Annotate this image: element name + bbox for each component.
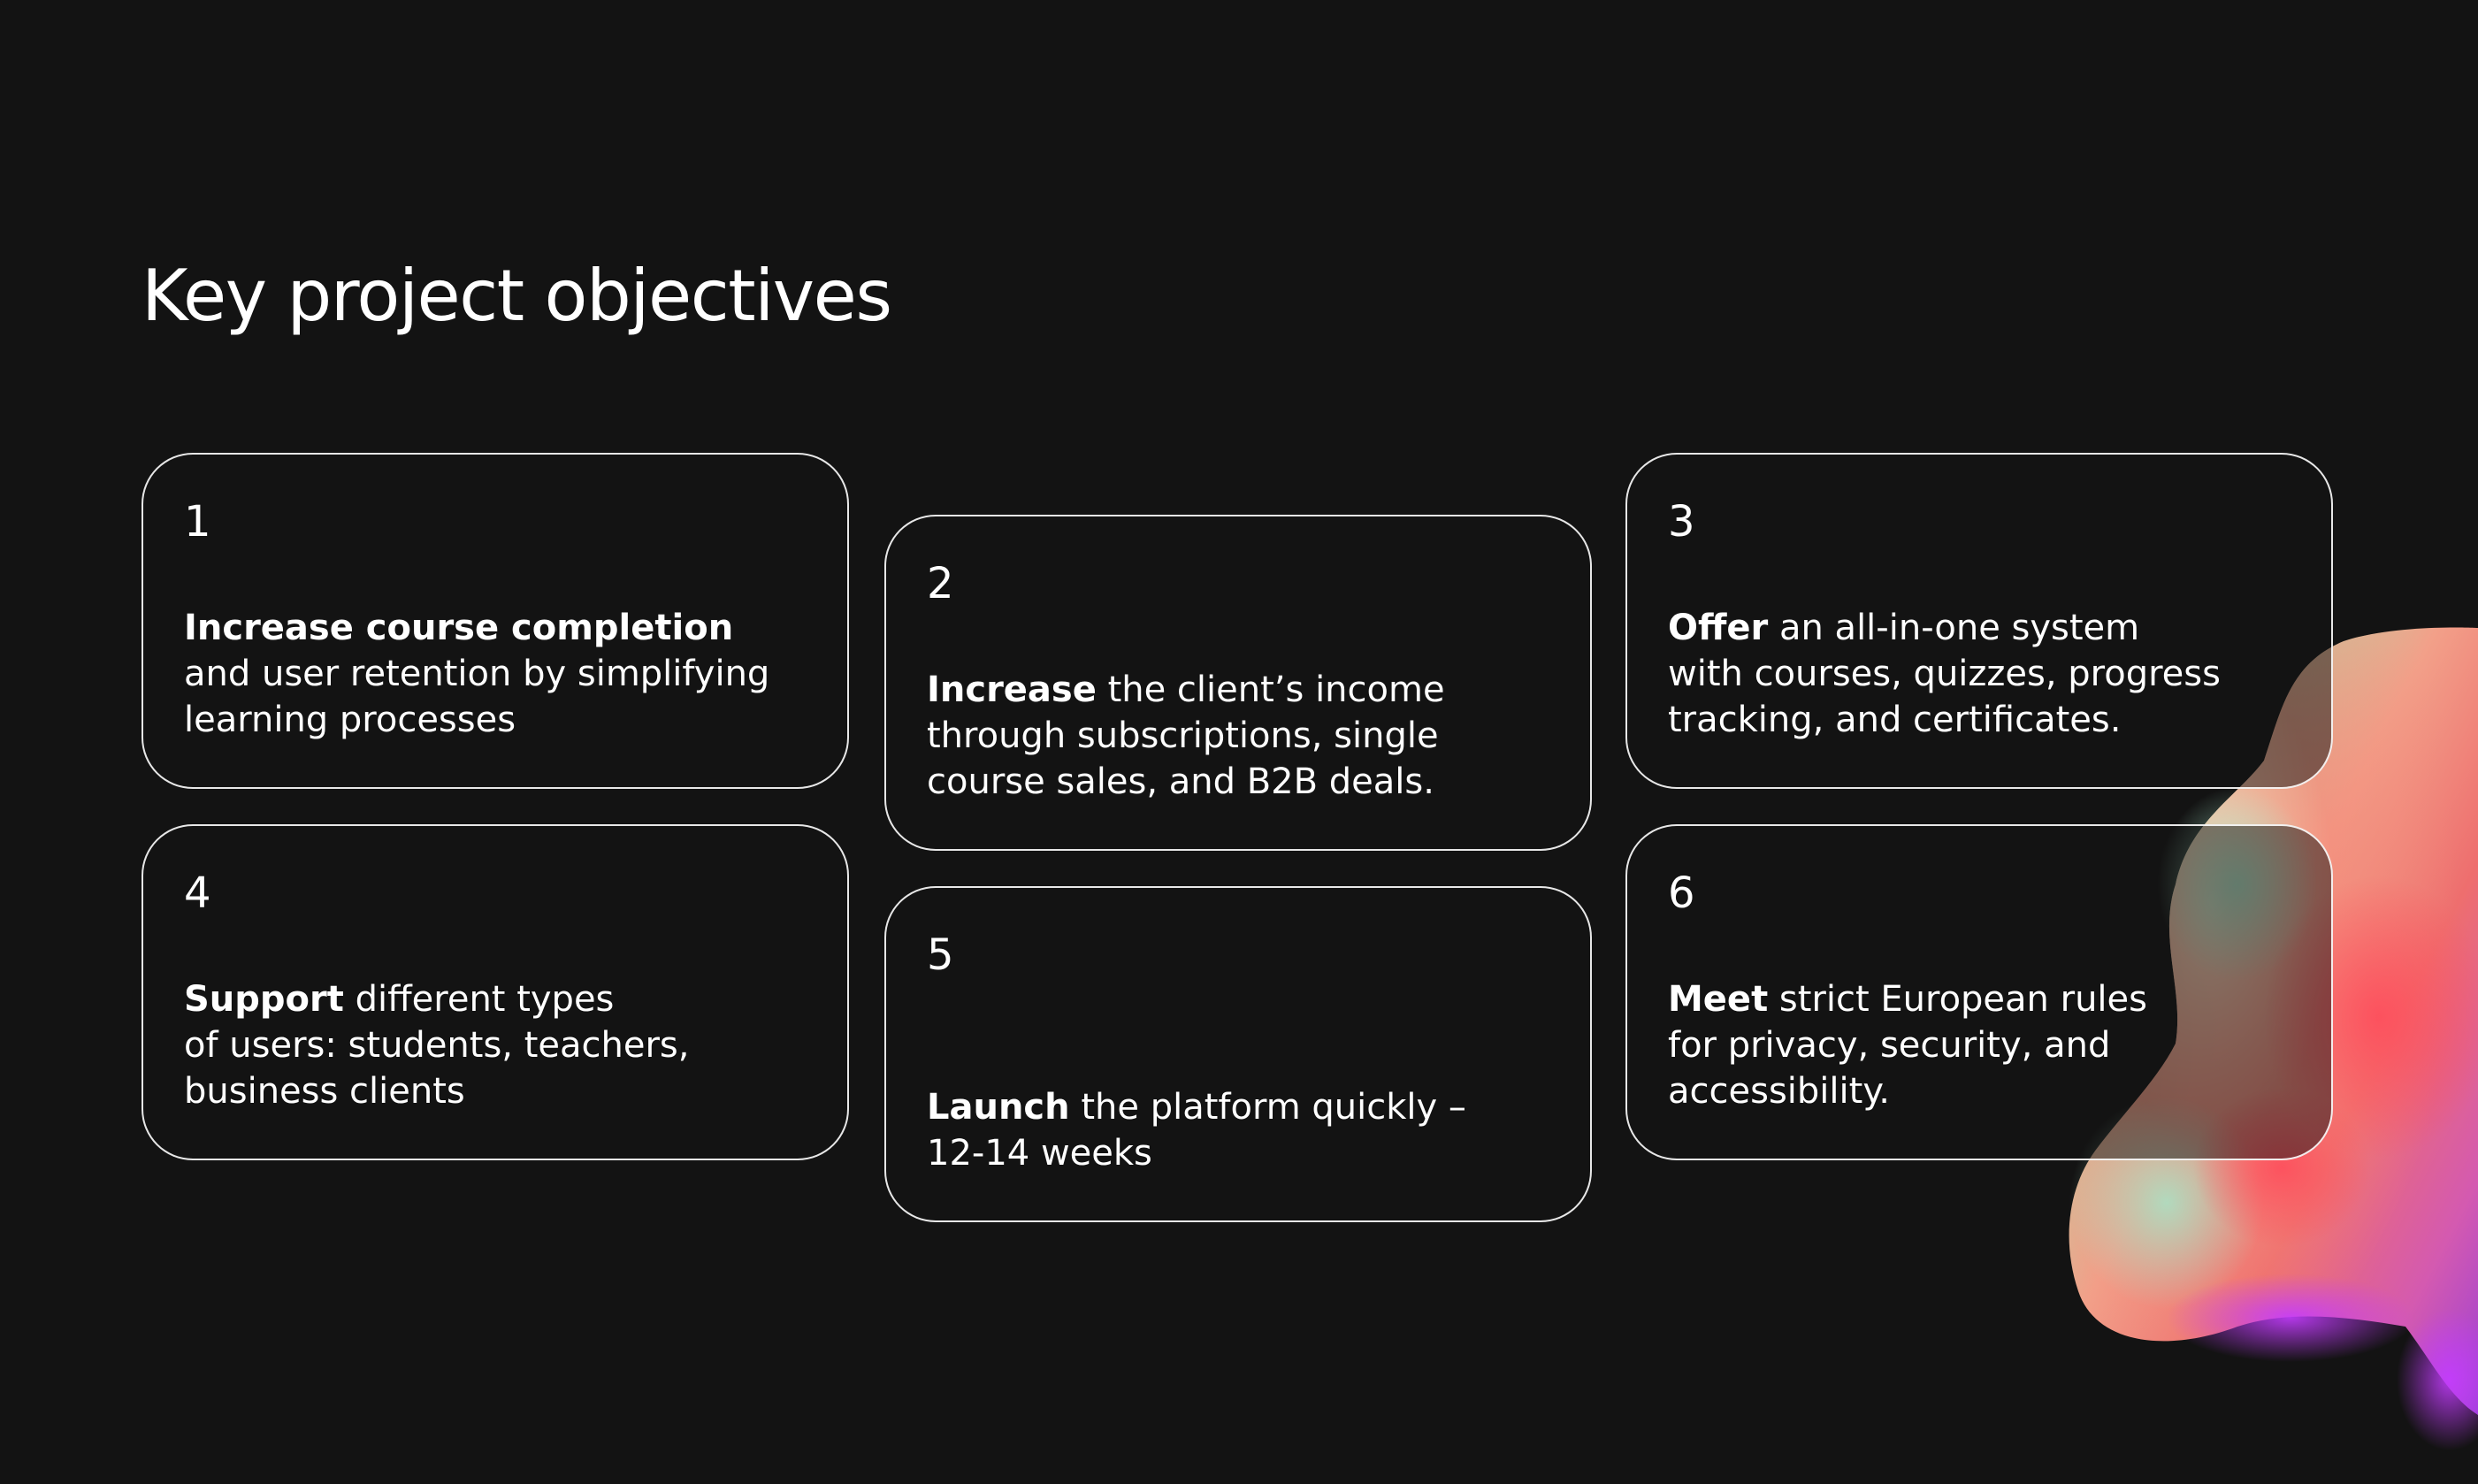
objective-rest: strict European rules xyxy=(1768,979,2147,1020)
objective-text xyxy=(184,976,821,1114)
objective-text xyxy=(1668,605,2305,743)
objective-lead: Support xyxy=(184,979,344,1020)
objective-rest: an all-in-one system xyxy=(1768,608,2140,648)
objective-card-6 xyxy=(1625,824,2333,1160)
objective-line: of users: students, teachers, xyxy=(184,1025,690,1066)
objective-line: course sales, and B2B deals. xyxy=(927,761,1434,802)
objective-lead: Meet xyxy=(1668,979,1769,1020)
objective-line: business clients xyxy=(184,1071,465,1112)
objective-card-5 xyxy=(884,886,1592,1222)
objective-text xyxy=(927,667,1564,805)
objective-line: through subscriptions, single xyxy=(927,715,1439,756)
objective-number: 5 xyxy=(927,930,954,980)
objective-card-3 xyxy=(1625,453,2333,789)
objective-number: 2 xyxy=(927,559,954,608)
objective-line: 12-14 weeks xyxy=(927,1133,1152,1174)
objective-line: tracking, and certificates. xyxy=(1668,700,2122,740)
objective-line: and user retention by simplifying xyxy=(184,654,770,694)
objective-text xyxy=(184,605,821,743)
objective-card-1 xyxy=(141,453,849,789)
objective-lead: Offer xyxy=(1668,608,1769,648)
page-title: Key project objectives xyxy=(141,255,891,337)
objective-number: 1 xyxy=(184,497,211,547)
objective-rest: the client’s income xyxy=(1096,669,1445,710)
objective-rest: different types xyxy=(343,979,615,1020)
objective-text xyxy=(1668,976,2305,1114)
objective-card-4 xyxy=(141,824,849,1160)
objective-rest: the platform quickly – xyxy=(1069,1087,1466,1128)
objective-number: 3 xyxy=(1668,497,1695,547)
objective-text xyxy=(927,1084,1564,1176)
objective-card-2 xyxy=(884,515,1592,851)
objective-number: 6 xyxy=(1668,868,1695,918)
objective-line: with courses, quizzes, progress xyxy=(1668,654,2221,694)
objective-lead: Increase course completion xyxy=(184,608,734,648)
objective-number: 4 xyxy=(184,868,211,918)
objective-line: learning processes xyxy=(184,700,516,740)
objective-line: accessibility. xyxy=(1668,1071,1890,1112)
objective-lead: Increase xyxy=(927,669,1097,710)
objective-line: for privacy, security, and xyxy=(1668,1025,2111,1066)
objective-lead: Launch xyxy=(927,1087,1070,1128)
